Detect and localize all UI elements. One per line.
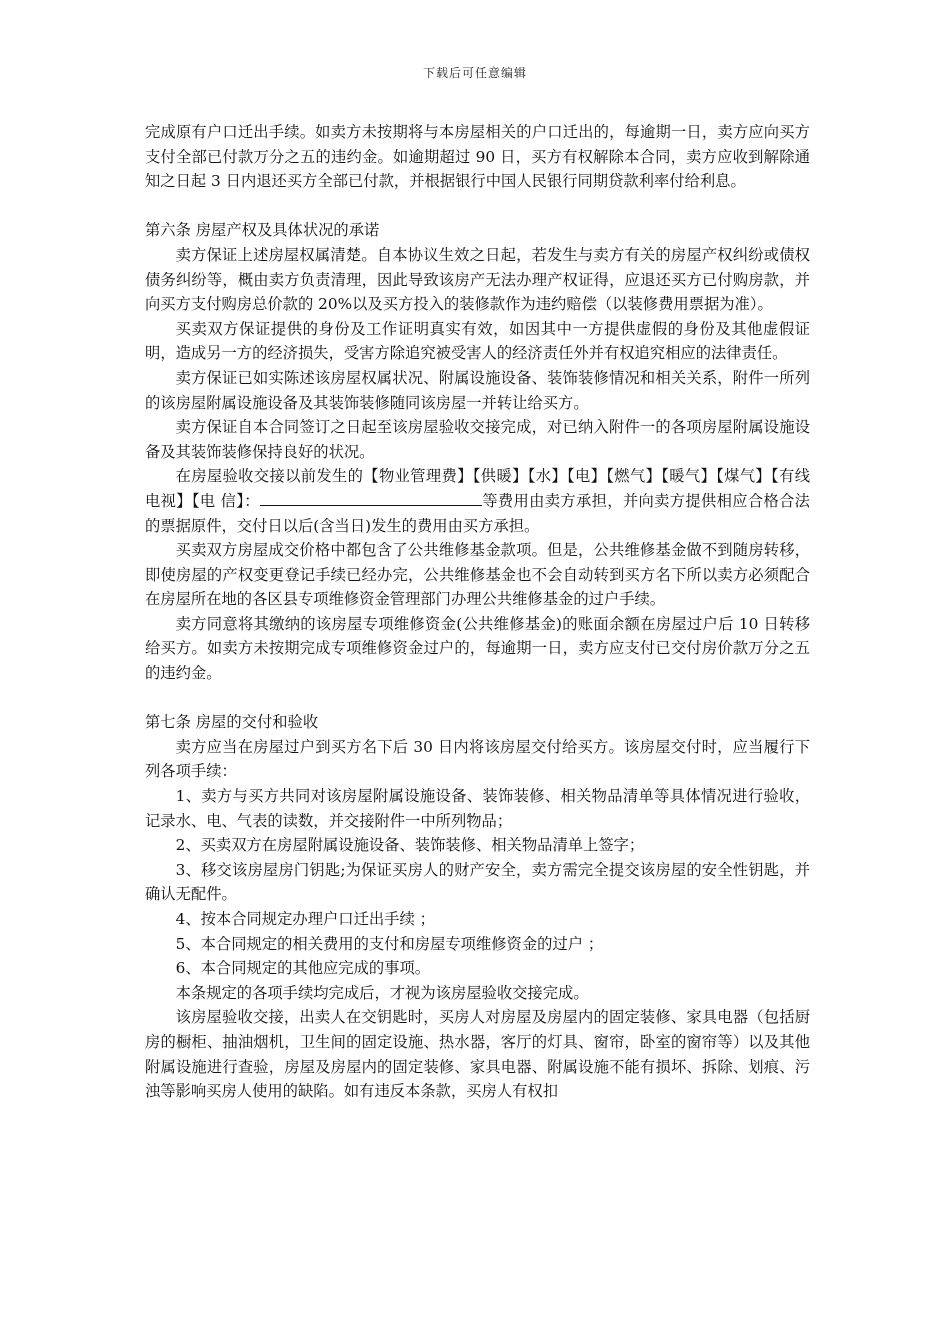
article-7-item-1: 1、卖方与买方共同对该房屋附属设施设备、装饰装修、相关物品清单等具体情况进行验收，记录水、电、气表的读数，并交接附件一中所列物品； [145,787,810,830]
article-6-paragraph-2: 买卖双方保证提供的身份及工作证明真实有效，如因其中一方提供虚假的身份及其他虚假证明，造成另一方的经济损失，受害方除追究被受害人的经济责任外并有权追究相应的法律责任。 [145,319,810,363]
fill-in-blank-line [260,489,482,506]
article-6-paragraph-5-end: 等费用由卖方承担，并向卖方提供相应合格合法的票据原件，交付日以后(含当日)发生的费用由买方承担。 [145,491,810,535]
article-7-item-5: 5、本合同规定的相关费用的支付和房屋专项维修资金的过户 ； [175,934,604,953]
paragraph-spacer [145,686,810,711]
article-6-paragraph-3: 卖方保证已如实陈述该房屋权属状况、附属设施设备、装饰装修情况和相关关系，附件一所列的该房屋附属设施设备及其装饰装修随同该房屋一并转让给买方。 [145,368,810,412]
article-6-paragraph-1: 卖方保证上述房屋权属清楚。自本协议生效之日起，若发生与卖方有关的房屋产权纠纷或债权债务纠纷等，概由卖方负责清理，因此导致该房产无法办理产权证得，应退还买方已付购房款，并向买方支付购房总价款的 20%以及买方投入的装修款作为违约赔偿（以装修费用票据为准）。 [145,245,810,314]
article-6-heading: 第六条 房屋产权及具体状况的承诺 [145,221,380,240]
article-7-item-4: 4、按本合同规定办理户口迁出手续 ； [175,910,435,928]
page-header: 下载后可任意编辑 [422,66,527,80]
article-7-item-6: 6、本合同规定的其他应完成的事项。 [175,959,431,978]
article-7-paragraph-2: 本条规定的各项手续均完成后，才视为该房屋验收交接完成。 [175,983,589,1002]
article-7-paragraph-3: 该房屋验收交接，出卖人在交钥匙时，买房人对房屋及房屋内的固定装修、家具电器（包括厨房的橱柜、抽油烟机，卫生间的固定设施、热水器，客厅的灯具、窗帘，卧室的窗帘等）以及其他附属设施进行查验，房屋及房屋内的固定装修、家具电器、附属设施不能有损坏、拆除、划痕、污浊等影响买房人使用的缺陷。如有违反本条款，买房人有权扣 [145,1008,810,1101]
paragraph-intro: 完成原有户口迁出手续。如卖方未按期将与本房屋相关的户口迁出的，每逾期一日，卖方应向买方支付全部已付款万分之五的违约金。如逾期超过 90 日，买方有权解除本合同，卖方应收到解除通知之日起 3 日内退还买方全部已付款，并根据银行中国人民银行同期贷款利率付给利息。 [145,123,810,191]
paragraph-spacer [145,194,810,219]
article-7-item-3: 3、移交该房屋房门钥匙;为保证买房人的财产安全，卖方需完全提交该房屋的安全性钥匙，并确认无配件。 [145,860,810,904]
article-7-heading: 第七条 房屋的交付和验收 [145,713,319,732]
article-6-paragraph-7: 卖方同意将其缴纳的该房屋专项维修资金(公共维修基金)的账面余额在房屋过户后 10 日转移给买方。如卖方未按期完成专项维修资金过户的，每逾期一日，卖方应支付已交付房价款万分之五的违约金。 [145,614,810,683]
article-6-paragraph-5-start: 在房屋验收交接以前发生的【物业管理费】【供暖】【水】【电】【燃气】【暖气】【煤气】【有线电视】【电 信】： [145,467,810,510]
document-body [145,120,810,1104]
article-6-paragraph-4: 卖方保证自本合同签订之日起至该房屋验收交接完成，对已纳入附件一的各项房屋附属设施设备及其装饰装修保持良好的状况。 [145,418,810,461]
article-6-paragraph-6: 买卖双方房屋成交价格中都包含了公共维修基金款项。但是，公共维修基金做不到随房转移，即使房屋的产权变更登记手续已经办完，公共维修基金也不会自动转到买方名下所以卖方必须配合在房屋所在地的各区县专项维修资金管理部门办理公共维修基金的过户手续。 [145,541,810,609]
article-6-paragraph-5 [145,464,810,538]
article-7-paragraph-1: 卖方应当在房屋过户到买方名下后 30 日内将该房屋交付给买方。该房屋交付时，应当履行下列各项手续： [145,737,810,781]
article-7-item-2: 2、买卖双方在房屋附属设施设备、装饰装修、相关物品清单上签字； [175,836,645,855]
